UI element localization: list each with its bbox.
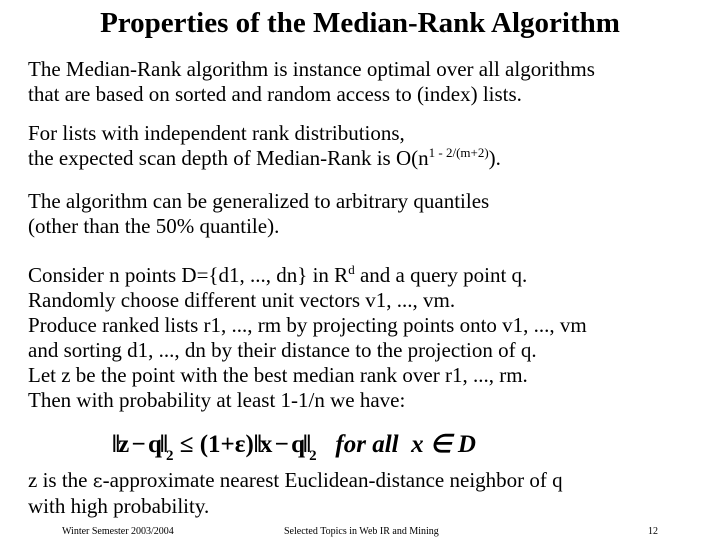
paragraph-scan-depth [28,121,708,171]
text-segment: the expected scan depth of Median-Rank is O(n [28,146,429,170]
formula-condition: for all x ∈ D [316,431,476,458]
approximation-formula [112,425,476,465]
text-segment: and a query point q. [354,263,528,287]
text-line: For lists with independent rank distributions, [28,121,405,145]
formula-lhs: ‖z − q‖ [112,431,166,458]
text-line: (other than the 50% quantile). [28,214,280,238]
text-line: that are based on sorted and random access to (index) lists. [28,82,522,106]
paragraph-conclusion [28,468,708,519]
text-line: with high probability. [28,494,210,518]
superscript: d [348,262,355,277]
text-line: and sorting d1, ..., dn by their distance to the projection of q. [28,338,537,362]
footer-page-number: 12 [648,526,658,537]
text-line [28,468,708,494]
text-line: Let z be the point with the best median rank over r1, ..., rm. [28,363,528,387]
footer-semester: Winter Semester 2003/2004 [62,526,174,537]
text-segment: ). [488,146,501,170]
text-line [28,146,708,171]
text-line: Randomly choose different unit vectors v1, ..., vm. [28,288,456,312]
text-segment: z is the [28,468,93,492]
text-line: The algorithm can be generalized to arbitrary quantiles [28,189,490,213]
text-segment: Consider n points D={d1, ..., dn} in R [28,263,349,287]
paragraph-construction [28,263,708,413]
epsilon-symbol: ε [92,470,103,492]
formula-relation: ≤ (1+ε) [173,431,254,458]
slide-title: Properties of the Median-Rank Algorithm [100,7,620,39]
text-line [28,263,708,288]
text-line: Produce ranked lists r1, ..., rm by projecting points onto v1, ..., vm [28,313,587,337]
exponent: 1 - 2/(m+2) [428,145,489,160]
formula-rhs: ‖x − q‖ [253,431,310,458]
paragraph-generalization [28,189,708,239]
text-segment: -approximate nearest Euclidean-distance neighbor of q [102,468,563,492]
paragraph-instance-optimality [28,57,708,107]
formula-rhs-subscript: 2 [309,448,317,464]
formula-lhs-subscript: 2 [165,448,174,464]
text-line: Then with probability at least 1-1/n we have: [28,388,406,412]
text-line: The Median-Rank algorithm is instance optimal over all algorithms [28,57,595,81]
footer-course-title: Selected Topics in Web IR and Mining [284,526,439,537]
